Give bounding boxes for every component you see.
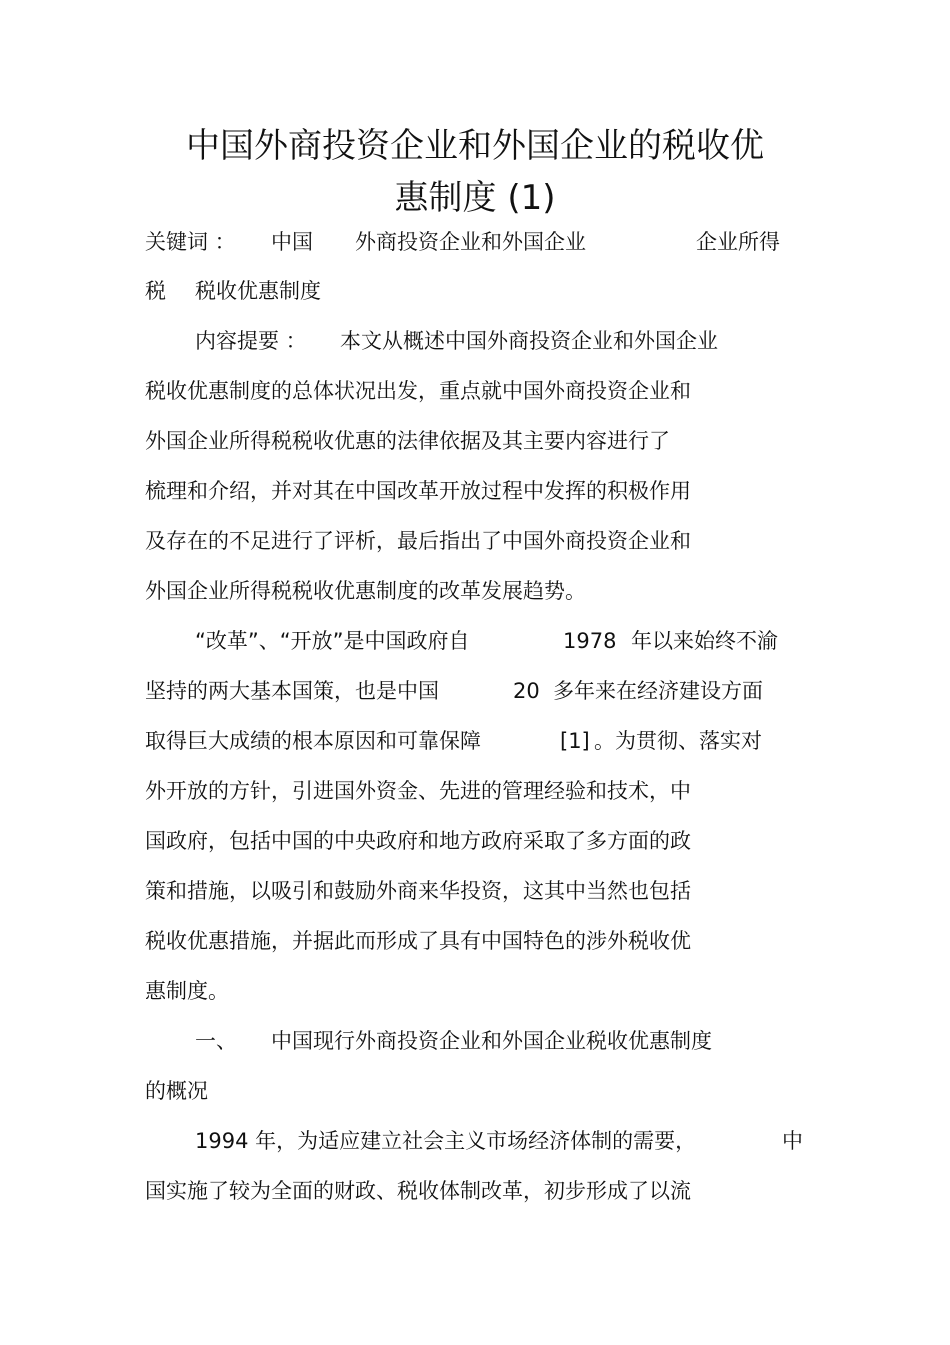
paragraph-number: 20 [513,679,540,703]
abstract-label: 内容提要 ： [195,329,307,353]
abstract-line: 外国企业所得税税收优惠的法律依据及其主要内容进行了 [145,429,670,453]
paragraph-text: 取得巨大成绩的根本原因和可靠保障 [145,729,481,753]
paragraph-text: 多年来在经济建设方面 [553,679,763,703]
keyword-item: 中国 [271,230,313,254]
document-title-line-1: 中国外商投资企业和外国企业的税收优 [186,126,764,166]
paragraph-number: 1978 [563,629,617,653]
paragraph-text: 中 [782,1129,803,1153]
paragraph-line: 国实施了较为全面的财政、税收体制改革，初步形成了以流 [145,1179,691,1203]
paragraph-line: 国政府，包括中国的中央政府和地方政府采取了多方面的政 [145,829,691,853]
paragraph-line: 税收优惠措施，并据此而形成了具有中国特色的涉外税收优 [145,929,691,953]
abstract-line: 本文从概述中国外商投资企业和外国企业 [340,329,718,353]
paragraph-text: 年以来始终不渝 [631,629,778,653]
section-heading: 中国现行外商投资企业和外国企业税收优惠制度 [271,1029,712,1053]
keyword-item: 税 [145,279,166,303]
paragraph-line: 外开放的方针，引进国外资金、先进的管理经验和技术，中 [145,779,691,803]
paragraph-text: “改革”、“开放”是中国政府自 [195,629,470,653]
abstract-line: 梳理和介绍，并对其在中国改革开放过程中发挥的积极作用 [145,479,691,503]
section-heading: 的概况 [145,1079,208,1103]
keyword-item: 税收优惠制度 [195,279,321,303]
document-title-line-2: 惠制度 (1) [394,178,556,218]
keywords-label: 关键词 ： [145,230,236,254]
keyword-item: 企业所得 [696,230,780,254]
paragraph-text: 。为贯彻、落实对 [594,729,762,753]
section-number: 一、 [195,1029,237,1053]
paragraph-text: 坚持的两大基本国策，也是中国 [145,679,439,703]
citation-ref: [1] [560,729,590,753]
keyword-item: 外商投资企业和外国企业 [355,230,586,254]
abstract-line: 外国企业所得税税收优惠制度的改革发展趋势。 [145,579,586,603]
paragraph-text: 1994 年，为适应建立社会主义市场经济体制的需要， [195,1129,697,1153]
abstract-line: 税收优惠制度的总体状况出发，重点就中国外商投资企业和 [145,379,691,403]
abstract-line: 及存在的不足进行了评析，最后指出了中国外商投资企业和 [145,529,691,553]
paragraph-line: 惠制度。 [145,979,229,1003]
paragraph-line: 策和措施，以吸引和鼓励外商来华投资，这其中当然也包括 [145,879,691,903]
